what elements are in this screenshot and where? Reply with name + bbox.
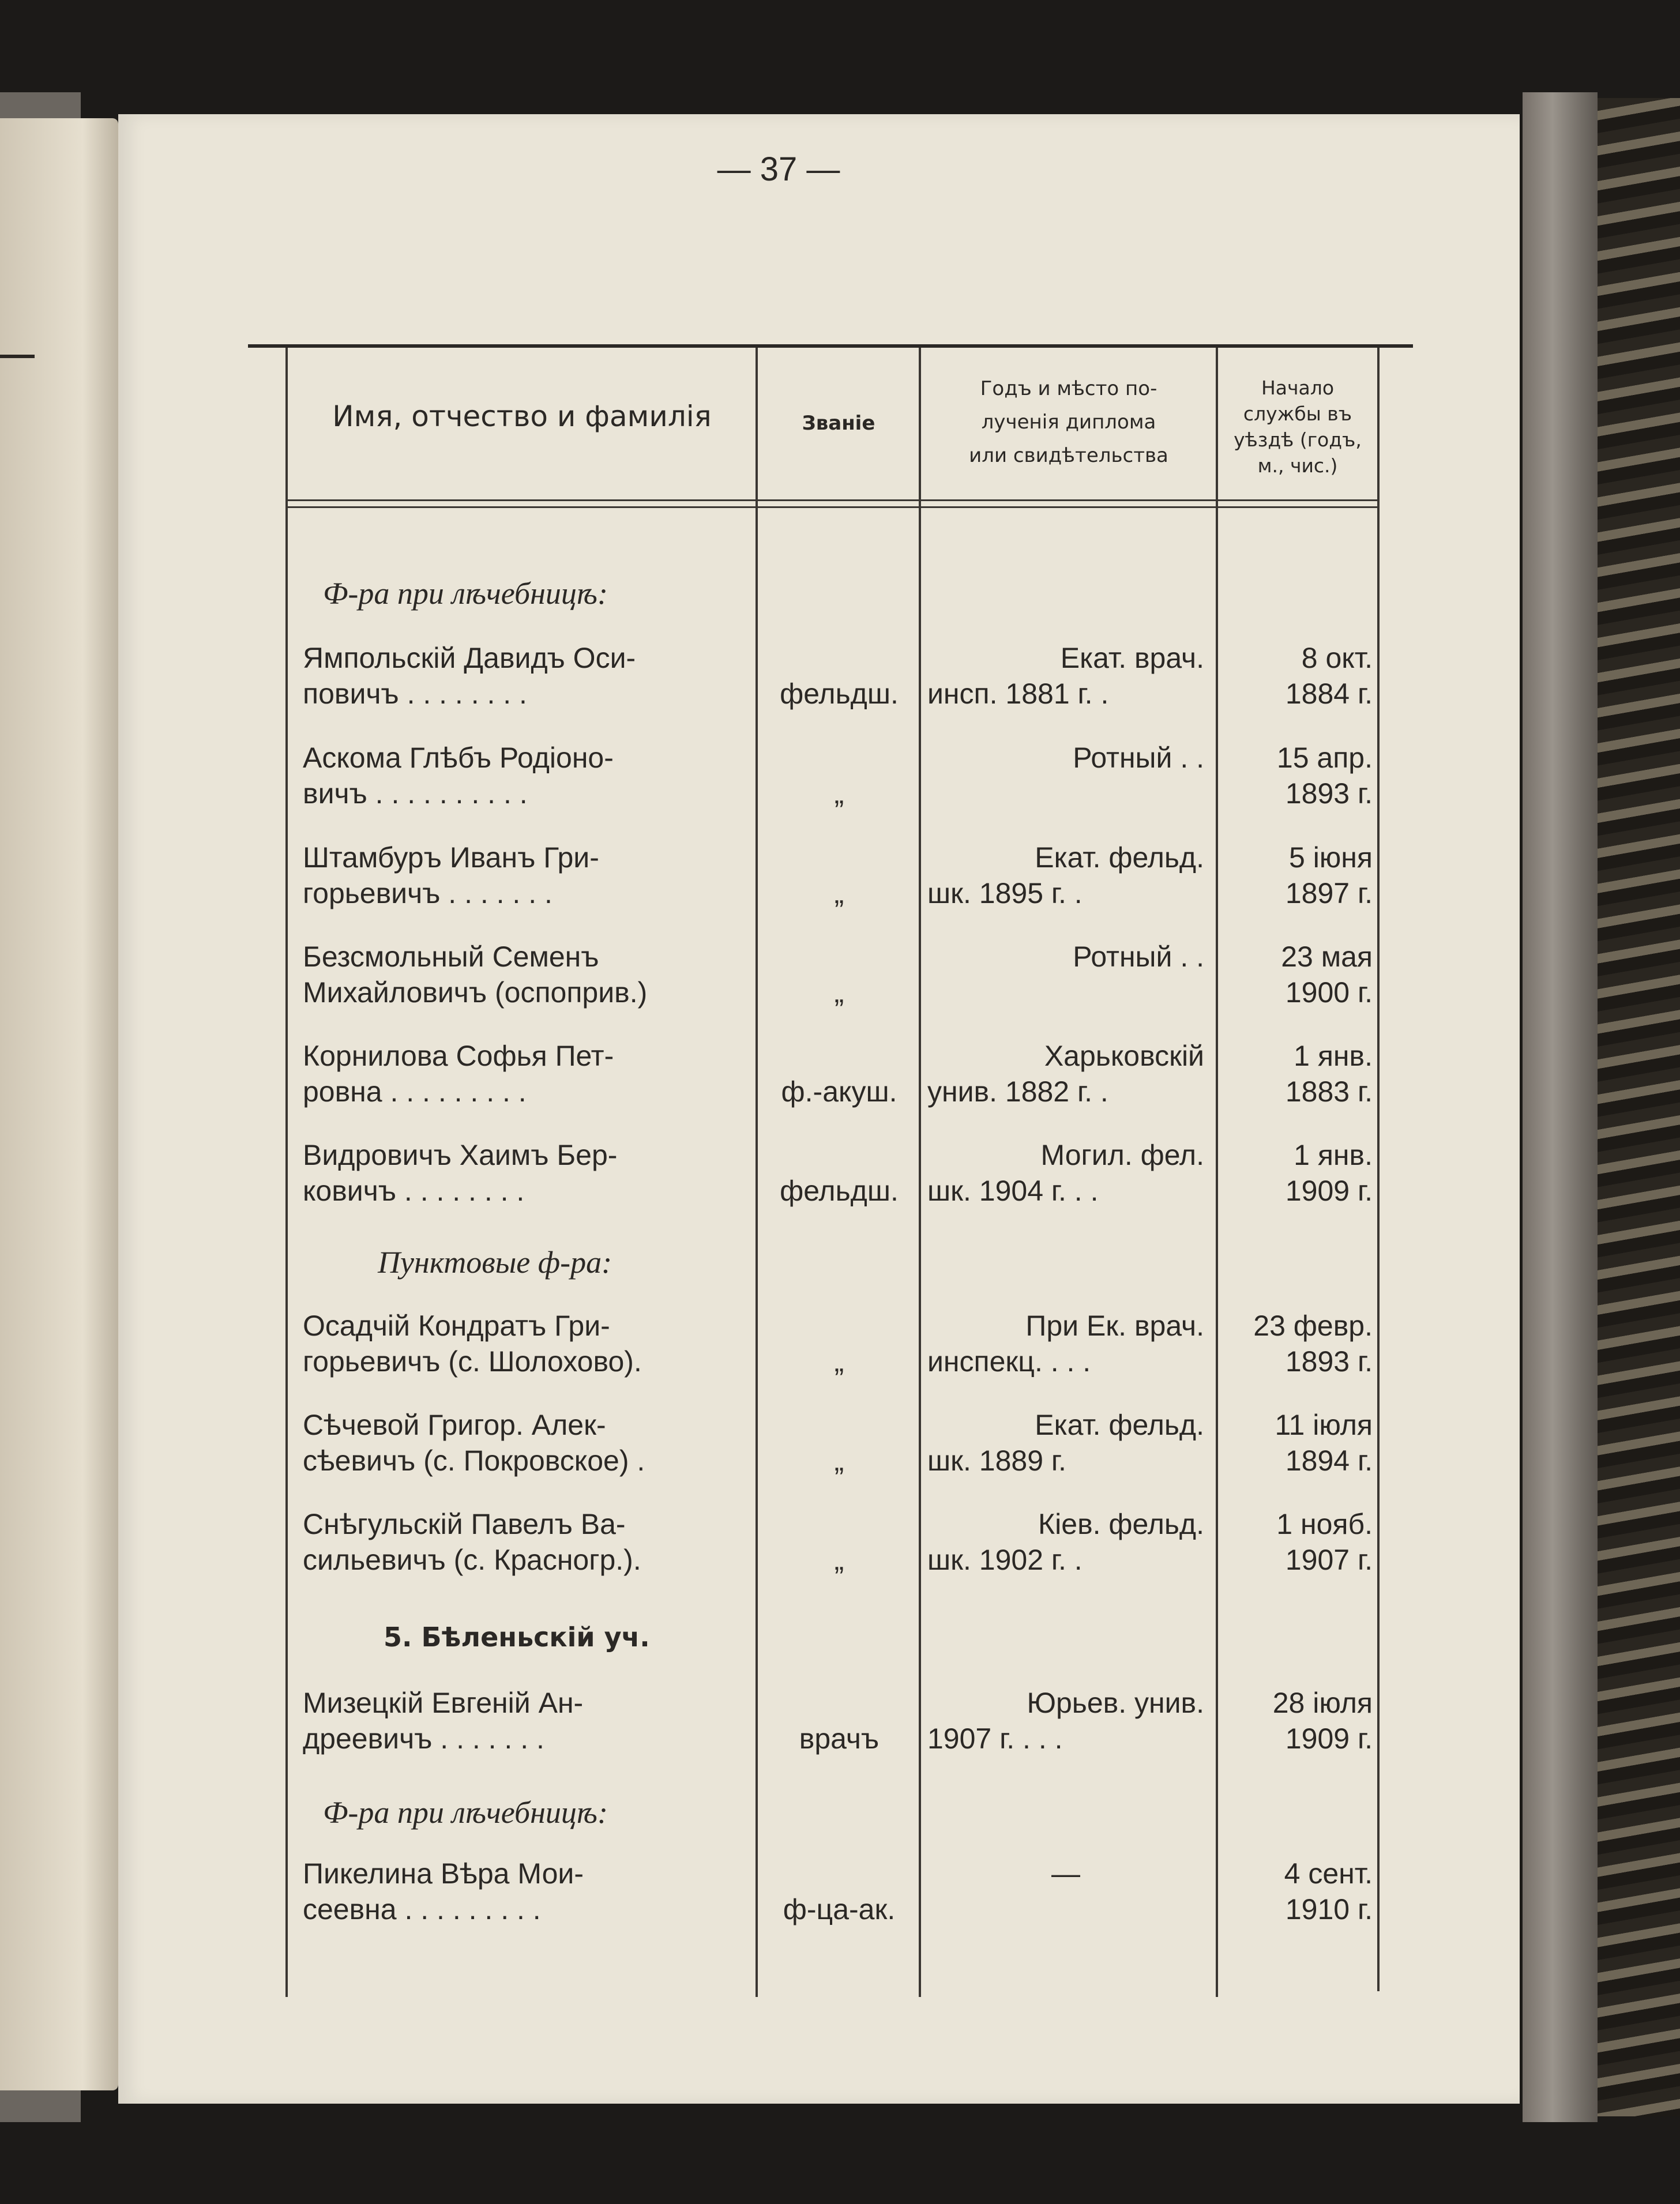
start-cell: 5 іюня 1897 г. bbox=[1285, 841, 1373, 909]
section-heading-district: 5. Бѣленьскій уч. bbox=[384, 1622, 650, 1653]
table-row: Пикелина Вѣра Мои- сеевна . . . . . . . . . bbox=[303, 1857, 584, 1925]
diploma-cell: Могил. фел. шк. 1904 г. . . bbox=[927, 1139, 1204, 1207]
start-cell: 4 сент. 1910 г. bbox=[1284, 1857, 1373, 1925]
title-cell: „ bbox=[834, 1544, 844, 1576]
header-start-line-2: службы въ bbox=[1243, 403, 1352, 425]
table-row: Безсмольный Семенъ Михайловичъ (оспоприв.) bbox=[303, 941, 648, 1009]
section-heading-point-feldshers: Пунктовые ф-ра: bbox=[378, 1245, 612, 1280]
title-cell: „ bbox=[834, 877, 844, 909]
diploma-cell: Юрьев. унив. 1907 г. . . . bbox=[927, 1687, 1204, 1755]
diploma-cell: При Ек. врач. инспекц. . . . bbox=[927, 1310, 1204, 1378]
table-row: Ямпольскій Давидъ Оси- повичъ . . . . . . . . bbox=[303, 642, 636, 710]
start-cell: 28 іюля 1909 г. bbox=[1272, 1687, 1373, 1755]
table-row: Сѣчевой Григор. Алек- сѣевичъ (с. Покровское) . bbox=[303, 1409, 645, 1477]
page-number: — 37 — bbox=[717, 151, 840, 188]
diploma-cell: Харьковскій унив. 1882 г. . bbox=[927, 1040, 1204, 1108]
header-name: Имя, отчество и фамилія bbox=[332, 400, 712, 433]
table-row: Штамбуръ Иванъ Гри- горьевичъ . . . . . . . bbox=[303, 841, 599, 909]
left-page-mark bbox=[0, 355, 35, 358]
table-row: Аскома Глѣбъ Родіоно- вичъ . . . . . . . . . . bbox=[303, 742, 614, 810]
header-diploma-line-3: или свидѣтельства bbox=[969, 444, 1168, 467]
table-border-left bbox=[285, 348, 288, 1997]
title-cell: врачъ bbox=[799, 1722, 880, 1755]
diploma-cell: Екат. фельд. шк. 1889 г. bbox=[927, 1409, 1204, 1477]
start-cell: 23 мая 1900 г. bbox=[1281, 941, 1373, 1009]
diploma-cell: Ротный . . bbox=[1073, 941, 1204, 973]
start-cell: 1 янв. 1909 г. bbox=[1285, 1139, 1373, 1207]
header-diploma-line-1: Годъ и мѣсто по- bbox=[980, 377, 1157, 400]
start-cell: 1 янв. 1883 г. bbox=[1285, 1040, 1373, 1108]
title-cell: фельдш. bbox=[780, 1175, 899, 1207]
header-diploma bbox=[922, 372, 1216, 472]
section-heading-clinic-feldshers: Ф-ра при лѣчебницѣ: bbox=[323, 576, 608, 611]
start-cell: 23 февр. 1893 г. bbox=[1253, 1310, 1373, 1378]
header-start-line-4: м., чис.) bbox=[1257, 454, 1338, 477]
table-row: Видровичъ Хаимъ Бер- ковичъ . . . . . . . . bbox=[303, 1139, 618, 1207]
title-cell: „ bbox=[834, 1345, 844, 1378]
start-cell: 11 іюля 1894 г. bbox=[1275, 1409, 1373, 1477]
header-start-line-1: Начало bbox=[1261, 377, 1335, 399]
header-rule-1 bbox=[285, 499, 1380, 501]
diploma-cell: Екат. врач. инсп. 1881 г. . bbox=[927, 642, 1204, 710]
title-cell: „ bbox=[834, 976, 844, 1009]
header-start-line-3: уѣздѣ (годъ, bbox=[1234, 428, 1362, 451]
section-heading-clinic-feldshers-2: Ф-ра при лѣчебницѣ: bbox=[323, 1795, 608, 1830]
title-cell: „ bbox=[834, 1445, 844, 1477]
table-row: Осадчій Кондратъ Гри- горьевичъ (с. Шолохово). bbox=[303, 1310, 642, 1378]
diploma-cell: Кіев. фельд. шк. 1902 г. . bbox=[927, 1508, 1204, 1576]
left-page-edge bbox=[0, 118, 118, 2090]
book-spine-edge bbox=[1598, 98, 1680, 2116]
header-start bbox=[1218, 375, 1377, 479]
column-divider-1 bbox=[756, 348, 758, 1997]
table-top-rule bbox=[248, 344, 1413, 348]
table-row: Корнилова Софья Пет- ровна . . . . . . . . . bbox=[303, 1040, 614, 1108]
right-cover bbox=[1523, 92, 1598, 2122]
diploma-cell: Ротный . . bbox=[1073, 742, 1204, 774]
header-title: Званіе bbox=[802, 412, 875, 435]
header-diploma-line-2: лученія диплома bbox=[981, 411, 1156, 434]
table-border-right bbox=[1377, 348, 1380, 1991]
title-cell: „ bbox=[834, 777, 844, 810]
title-cell: фельдш. bbox=[780, 678, 899, 710]
table-row: Снѣгульскій Павелъ Ва- сильевичъ (с. Красногр.). bbox=[303, 1508, 641, 1576]
title-cell: ф.-акуш. bbox=[781, 1075, 897, 1108]
start-cell: 8 окт. 1884 г. bbox=[1285, 642, 1373, 710]
title-cell: ф-ца-ак. bbox=[783, 1893, 896, 1925]
start-cell: 1 нояб. 1907 г. bbox=[1276, 1508, 1373, 1576]
start-cell: 15 апр. 1893 г. bbox=[1276, 742, 1373, 810]
header-rule-2 bbox=[285, 506, 1380, 508]
diploma-cell: Екат. фельд. шк. 1895 г. . bbox=[927, 841, 1204, 909]
table-row: Мизецкій Евгеній Ан- дреевичъ . . . . . . . bbox=[303, 1687, 584, 1755]
diploma-cell: — bbox=[1051, 1857, 1080, 1890]
